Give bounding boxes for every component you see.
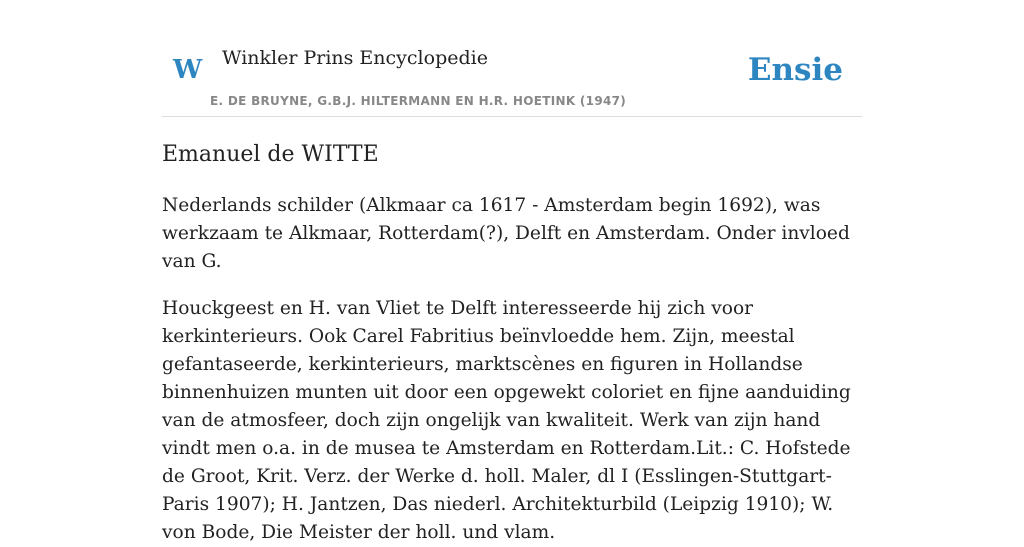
site-title-link[interactable]: Winkler Prins Encyclopedie <box>222 47 488 69</box>
logo-w-icon[interactable]: W <box>173 55 203 85</box>
article-paragraph: Nederlands schilder (Alkmaar ca 1617 - Amsterdam begin 1692), was werkzaam te Alkmaar, Rotterdam(?), Delft en Amsterdam. Onder invloed van G. <box>162 195 850 272</box>
article-paragraph: Houckgeest en H. van Vliet te Delft interesseerde hij zich voor kerkinterieurs. Ook Carel Fabritius beïnvloedde hem. Zijn, meestal gefantaseerde, kerkinterieurs, marktscènes en figuren in Hollandse binnenhuizen munten uit door een opgewekt coloriet en fijne aanduiding van de atmosfeer, doch zijn ongelijk van kwaliteit. Werk van zijn hand vindt men o.a. in de musea te Amsterdam en Rotterdam.Lit.: C. Hofstede de Groot, Krit. Verz. der Werke d. holl. Maler, dl I (Esslingen-Stuttgart-Paris 1907); H. Jantzen, Das niederl. Architekturbild (Leipzig 1910); W. von Bode, Die Meister der holl. und vlam. <box>162 298 851 543</box>
ensie-brand-link[interactable]: Ensie <box>747 52 843 88</box>
authors-byline: E. DE BRUYNE, G.B.J. HILTERMANN EN H.R. HOETINK (1947) <box>210 94 627 108</box>
article <box>162 138 862 547</box>
site-header <box>162 0 862 117</box>
article-title: Emanuel de WITTE <box>162 142 379 167</box>
